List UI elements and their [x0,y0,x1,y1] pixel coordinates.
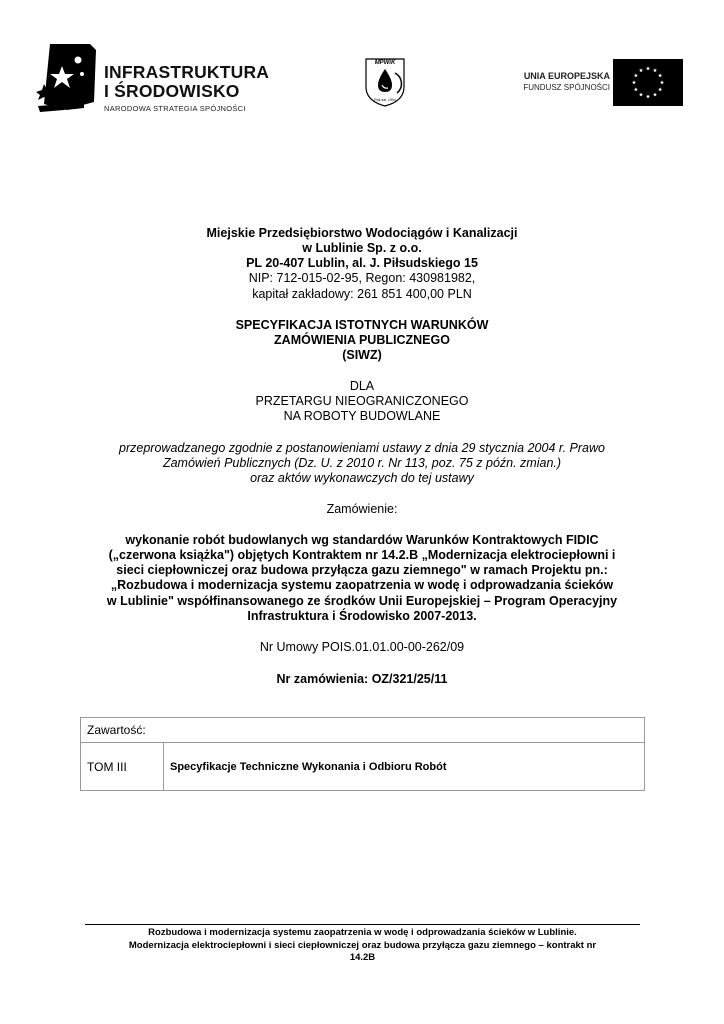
contents-table [80,717,645,791]
contract-number: Nr Umowy POIS.01.01.00-00-262/09 [259,640,465,654]
volume-cell: TOM III [81,743,164,791]
footer-line2: Modernizacja elektrociepłowni i sieci ciepłowniczej oraz budowa przyłącza gazu ziemnego – kontrakt nr [128,939,597,951]
eu-flag-icon [613,59,683,106]
order-description-line4: „Rozbudowa i modernizacja systemu zaopatrzenia w wodę i odprowadzania ścieków [110,578,614,592]
tender-line1: DLA [349,379,375,393]
document-title-line1: SPECYFIKACJA ISTOTNYCH WARUNKÓW [235,318,489,332]
eu-logo-line2: FUNDUSZ SPÓJNOŚCI [523,83,610,92]
footer-line1: Rozbudowa i modernizacja systemu zaopatrzenia w wodę i odprowadzania ścieków w Lublinie. [148,927,577,938]
company-city: w Lublinie Sp. z o.o. [302,241,422,255]
eu-star-icon [660,80,664,84]
eu-logo-text [514,71,610,92]
company-capital: kapitał zakładowy: 261 851 400,00 PLN [252,287,472,301]
eu-logo-line1: UNIA EUROPEJSKA [523,71,610,81]
order-description-line5: w Lublinie" współfinansowanego ze środków Unii Europejskiej – Program Operacyjny [106,594,618,608]
eu-star-icon [653,92,657,96]
eu-star-icon [646,94,650,98]
contents-table-header: Zawartość: [81,718,645,743]
eu-star-icon [632,80,636,84]
table-row [81,743,645,791]
tender-line2: PRZETARGU NIEOGRANICZONEGO [255,394,469,408]
company-address: PL 20-407 Lublin, al. J. Piłsudskiego 15 [246,256,478,270]
footer-line3: 14.2B [349,952,376,963]
eu-star-icon [634,87,638,91]
order-description-line3: sieci ciepłowniczej oraz budowa przyłącza gazu ziemnego" w ramach Projektu pn.: [116,563,608,577]
eu-star-icon [639,68,643,72]
order-description-line2: („czerwona książka") objętych Kontraktem nr 14.2.B „Modernizacja elektrociepłowni i [108,548,616,562]
order-description-line1: wykonanie robót budowlanych wg standardów Warunków Kontraktowych FIDIC [125,533,599,547]
eu-star-icon [634,73,638,77]
legal-basis-line1: przeprowadzanego zgodnie z postanowieniami ustawy z dnia 29 stycznia 2004 r. Prawo [119,441,605,455]
order-label: Zamówienie: [326,502,398,516]
eu-star-icon [658,73,662,77]
contents-table-header-row [81,718,645,743]
eu-star-icon [658,87,662,91]
logo-infrastruktura-line1: INFRASTRUKTURA [104,62,270,82]
mpwik-founded: Rok zał. 1904 [374,98,396,102]
eu-star-icon [653,68,657,72]
document-title-line2: ZAMÓWIENIA PUBLICZNEGO [274,333,450,347]
tender-line3: NA ROBOTY BUDOWLANE [283,409,441,423]
page-footer [80,927,645,965]
infrastruktura-srodowisko-logo [34,44,274,120]
logo-infrastruktura-line2: I ŚRODOWISKO [104,81,240,101]
mpwik-logo [362,57,408,107]
document-title-line3: (SIWZ) [342,348,382,362]
order-number: Nr zamówienia: OZ/321/25/11 [276,672,448,686]
legal-basis-line2: Zamówień Publicznych (Dz. U. z 2010 r. Nr 113, poz. 75 z późn. zmian.) [162,456,562,470]
mpwik-name: MPWiK [374,60,396,66]
volume-title-cell: Specyfikacje Techniczne Wykonania i Odbioru Robót [164,743,645,791]
eu-star-icon [639,92,643,96]
order-description-line6: Infrastruktura i Środowisko 2007-2013. [247,609,477,623]
legal-basis-line3: oraz aktów wykonawczych do tej ustawy [250,471,474,485]
logo-infrastruktura-line3: NARODOWA STRATEGIA SPÓJNOŚCI [104,104,246,113]
company-name: Miejskie Przedsiębiorstwo Wodociągów i Kanalizacji [206,226,518,240]
footer-divider [85,924,640,925]
star-flag-emblem-icon [34,44,102,120]
eu-star-icon [646,66,650,70]
company-nip: NIP: 712-015-02-95, Regon: 430981982, [248,271,476,285]
